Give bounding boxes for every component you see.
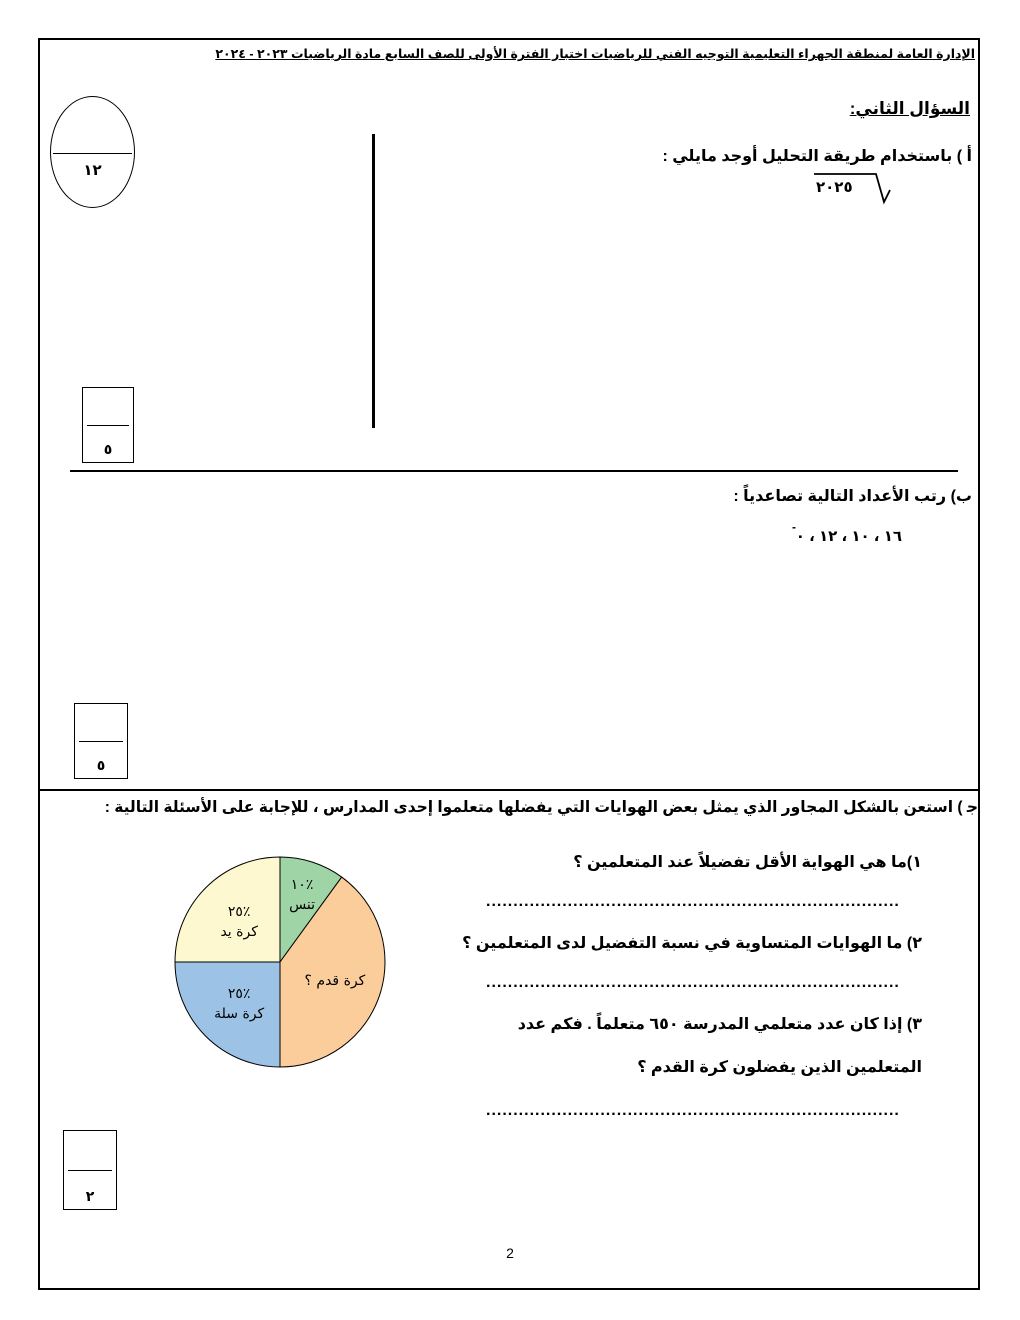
score-divider bbox=[68, 1170, 112, 1171]
part-a-question bbox=[662, 146, 972, 166]
radicand: ٢٠٢٥ bbox=[816, 179, 853, 196]
pie-percent-3: ٪٢٥ bbox=[227, 904, 251, 921]
part-c-label: ﺟ ) bbox=[957, 799, 978, 816]
part-a-score-box bbox=[82, 387, 134, 463]
answer-line-1: ............................................................................ bbox=[486, 893, 900, 910]
score-divider bbox=[87, 425, 129, 426]
section-title: السؤال الثاني: bbox=[849, 99, 970, 118]
part-b-text: رتب الأعداد التالية تصاعدياً : bbox=[733, 488, 947, 505]
section-divider bbox=[40, 789, 978, 791]
part-b-label: ب) bbox=[950, 488, 972, 505]
question-2: ٢) ما الهوايات المتساوية في نسبة التفضيل لدى المتعلمين ؟ bbox=[462, 935, 922, 952]
score-divider bbox=[53, 153, 132, 154]
hobbies-pie-chart bbox=[172, 854, 388, 1070]
part-b-score-box bbox=[74, 703, 128, 779]
part-c-instruction bbox=[105, 798, 978, 817]
part-c-score-box bbox=[63, 1130, 117, 1210]
part-c-score: ٢ bbox=[85, 1188, 95, 1204]
part-a-text: باستخدام طريقة التحليل أوجد مايلي : bbox=[662, 148, 953, 165]
question-3-line-1: ٣) إذا كان عدد متعلمي المدرسة ٦٥٠ متعلماً . فكم عدد bbox=[517, 1016, 922, 1033]
part-a-label: أ ) bbox=[956, 148, 972, 165]
question-3-line-2: المتعلمين الذين يفضلون كرة القدم ؟ bbox=[637, 1059, 922, 1076]
question-1: ١)ما هي الهواية الأقل تفضيلاً عند المتعلمين ؟ bbox=[573, 854, 922, 871]
square-root-expression bbox=[812, 172, 892, 208]
numbers-list: ١٦ ، ١٠ ، ١٢ ، ٠ bbox=[795, 528, 902, 545]
pie-label-2: كرة سلة bbox=[214, 1005, 265, 1022]
part-b-question bbox=[733, 486, 972, 506]
part-a-score: ٥ bbox=[103, 441, 113, 457]
page-number: 2 bbox=[506, 1245, 514, 1261]
total-score-oval bbox=[50, 96, 135, 208]
answer-line-3: ............................................................................ bbox=[486, 1102, 900, 1119]
pie-label-0: تنس bbox=[289, 897, 316, 914]
total-score: ١٢ bbox=[83, 162, 102, 179]
negative-sign: - bbox=[792, 520, 796, 534]
exam-header: الإدارة العامة لمنطقة الجهراء التعليمية التوجيه الفني للرياضيات اختبار الفترة الأولى للصف السابع مادة الرياضيات ٢٠٢٣ - ٢٠٢٤ bbox=[215, 47, 975, 61]
section-divider bbox=[70, 470, 958, 472]
pie-percent-2: ٪٢٥ bbox=[227, 985, 251, 1002]
numbers-to-order bbox=[796, 527, 902, 545]
score-divider bbox=[79, 741, 123, 742]
pie-label-1: كرة قدم ؟ bbox=[304, 972, 366, 989]
work-area-divider bbox=[372, 134, 375, 428]
pie-percent-0: ٪١٠ bbox=[290, 877, 314, 894]
answer-line-2: ............................................................................ bbox=[486, 974, 900, 991]
part-b-score: ٥ bbox=[96, 757, 106, 773]
part-c-text: استعن بالشكل المجاور الذي يمثل بعض الهوايات التي يفضلها متعلموا إحدى المدارس ، للإجابة على الأسئلة التالية : bbox=[104, 799, 954, 816]
pie-label-3: كرة يد bbox=[220, 924, 258, 941]
